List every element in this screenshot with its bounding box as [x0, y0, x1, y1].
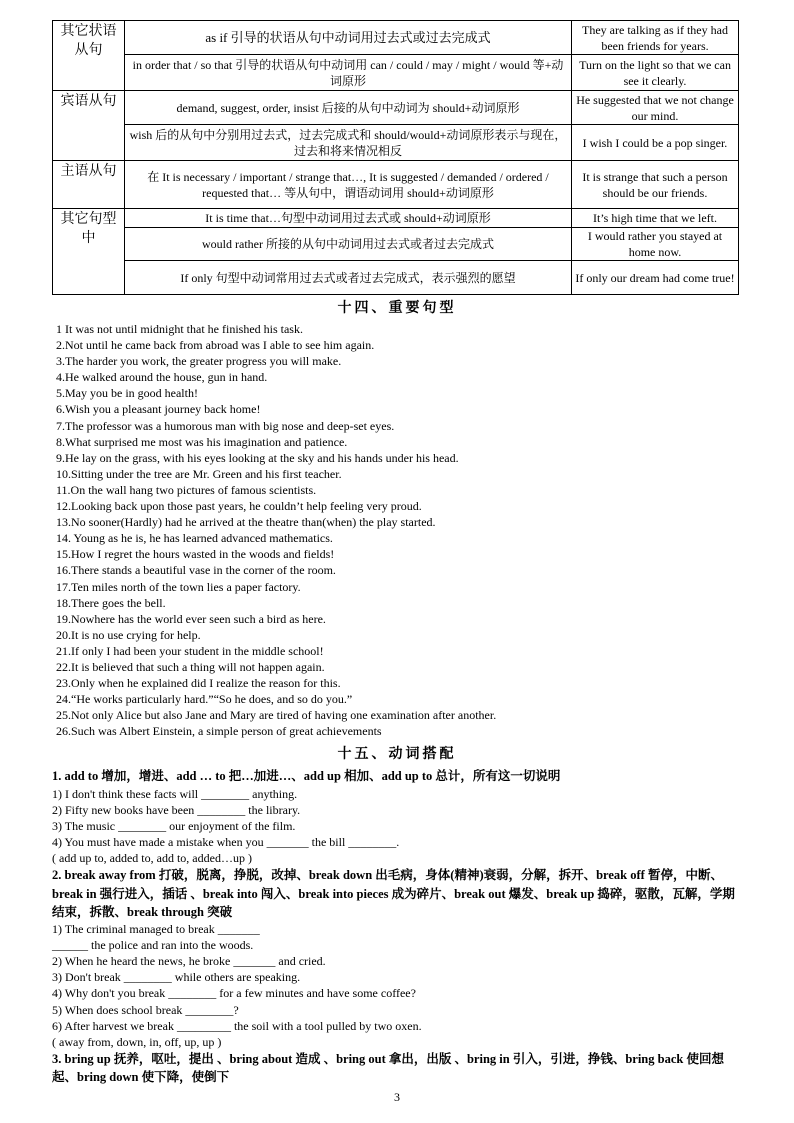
verb-phrase-block-break [52, 866, 742, 1050]
rule-cell: demand, suggest, order, insist 后接的从句中动词为 should+动词原形 [125, 91, 572, 125]
example-cell: If only our dream had come true! [572, 261, 739, 295]
sentence-item: 23.Only when he explained did I realize the reason for this. [56, 676, 341, 691]
break-exercise-list [52, 921, 742, 1050]
exercise-item: 2) Fifty new books have been ________ the library. [52, 802, 301, 817]
sentence-item: 22.It is believed that such a thing will not happen again. [56, 659, 325, 674]
exercise-item: 4) You must have made a mistake when you _______ the bill ________. [52, 835, 400, 850]
sentence-item: 6.Wish you a pleasant journey back home! [56, 402, 261, 417]
section-15-title: 十五、动词搭配 [337, 747, 457, 763]
exercise-item: 4) Why don't you break ________ for a few minutes and have some coffee? [52, 986, 416, 1001]
category-cell: 其它状语从句 [53, 21, 125, 91]
sentence-item: 14. Young as he is, he has learned advanced mathematics. [56, 531, 333, 546]
example-cell: I wish I could be a pop singer. [572, 125, 739, 161]
rule-cell: It is time that…句型中动词用过去式或 should+动词原形 [125, 209, 572, 228]
rule-cell: 在 It is necessary / important / strange that…, It is suggested / demanded / ordered / requested that… 等从句中，谓语动词用 should+动词原形 [125, 161, 572, 209]
sentence-item: 21.If only I had been your student in the middle school! [56, 643, 324, 658]
subjunctive-table [52, 20, 739, 295]
sentence-item: 12.Looking back upon those past years, he couldn’t help feeling very proud. [56, 499, 422, 514]
exercise-item: ( away from, down, in, off, up, up ) [52, 1034, 222, 1049]
sentence-item: 24.“He works particularly hard.”“So he does, and so do you.” [56, 692, 353, 707]
sentence-item: 2.Not until he came back from abroad was I able to see him again. [56, 338, 375, 353]
table-row [53, 209, 739, 228]
sentence-item: 20.It is no use crying for help. [56, 627, 201, 642]
table-row [53, 125, 739, 161]
sentence-item: 5.May you be in good health! [56, 386, 198, 401]
exercise-item: 3) The music ________ our enjoyment of the film. [52, 818, 296, 833]
exercise-item: 1) The criminal managed to break _______ [52, 922, 260, 937]
add-phrases-heading: 1. add to 增加，增进、add … to 把…加进…、add up 相加、add up to 总计，所有这一切说明 [52, 769, 561, 784]
sentence-item: 8.What surprised me most was his imagination and patience. [56, 434, 348, 449]
table-row [53, 55, 739, 91]
sentence-item: 10.Sitting under the tree are Mr. Green and his first teacher. [56, 466, 342, 481]
exercise-item: 3) Don't break ________ while others are speaking. [52, 970, 301, 985]
verb-phrase-block-add [52, 767, 742, 866]
exercise-item: 5) When does school break ________? [52, 1002, 239, 1017]
page-number: 3 [394, 1090, 400, 1104]
sentence-item: 1 It was not until midnight that he finished his task. [56, 322, 303, 336]
table-row [53, 91, 739, 125]
sentence-item: 11.On the wall hang two pictures of famous scientists. [56, 482, 317, 497]
rule-cell: If only 句型中动词常用过去式或者过去完成式，表示强烈的愿望 [125, 261, 572, 295]
exercise-item: 1) I don't think these facts will ________ anything. [52, 786, 298, 801]
verb-phrase-block-bring [52, 1050, 742, 1087]
add-exercise-list [52, 786, 742, 866]
example-cell: I would rather you stayed at home now. [572, 228, 739, 261]
category-cell: 其它句型中 [53, 209, 125, 295]
exercise-item: ( add up to, added to, add to, added…up ) [52, 851, 252, 866]
sentence-item: 3.The harder you work, the greater progress you will make. [56, 354, 342, 369]
important-sentence-list [52, 321, 742, 739]
sentence-item: 18.There goes the bell. [56, 595, 166, 610]
document-page [52, 20, 742, 1086]
sentence-item: 16.There stands a beautiful vase in the corner of the room. [56, 563, 336, 578]
rule-cell: wish 后的从句中分别用过去式，过去完成式和 should/would+动词原形表示与现在，过去和将来情况相反 [125, 125, 572, 161]
example-cell: It’s high time that we left. [572, 209, 739, 228]
example-cell: Turn on the light so that we can see it clearly. [572, 55, 739, 91]
category-cell: 宾语从句 [53, 91, 125, 161]
sentence-item: 7.The professor was a humorous man with big nose and deep-set eyes. [56, 418, 395, 433]
sentence-item: 15.How I regret the hours wasted in the woods and fields! [56, 547, 335, 562]
sentence-item: 25.Not only Alice but also Jane and Mary are tired of having one examination after another. [56, 708, 497, 723]
section-14-title: 十四、重要句型 [337, 301, 457, 316]
sentence-item: 26.Such was Albert Einstein, a simple person of great achievements [56, 724, 382, 739]
sentence-item: 19.Nowhere has the world ever seen such a bird as here. [56, 611, 326, 626]
table-row [53, 261, 739, 295]
category-cell: 主语从句 [53, 161, 125, 209]
example-cell: It is strange that such a person should be our friends. [572, 161, 739, 209]
sentence-item: 9.He lay on the grass, with his eyes looking at the sky and his hands under his head. [56, 450, 459, 465]
bring-phrases-heading: 3. bring up 抚养，呕吐，提出 、bring about 造成 、bring out 拿出，出版 、bring in 引入，引进，挣钱、bring back 使回想起、bring down 使下降，使倒下 [52, 1051, 724, 1085]
sentence-item: 17.Ten miles north of the town lies a paper factory. [56, 579, 301, 594]
rule-cell: would rather 所接的从句中动词用过去式或者过去完成式 [125, 228, 572, 261]
break-phrases-heading: 2. break away from 打破，脱离，挣脱，改掉、break down 出毛病，身体(精神)衰弱，分解，拆开、break off 暂停，中断、break in 强行进入，插话 、break into 闯入、break into pieces 成为碎片、break out 爆发、break up 捣碎，驱散，瓦解，学期结束，拆散、break through 突破 [52, 868, 735, 919]
sentence-item: 4.He walked around the house, gun in hand. [56, 370, 268, 385]
exercise-item: 2) When he heard the news, he broke _______ and cried. [52, 954, 326, 969]
example-cell: They are talking as if they had been friends for years. [572, 21, 739, 55]
exercise-item: ______ the police and ran into the woods. [52, 938, 254, 953]
exercise-item: 6) After harvest we break _________ the soil with a tool pulled by two oxen. [52, 1018, 422, 1033]
table-row [53, 161, 739, 209]
rule-cell: as if 引导的状语从句中动词用过去式或过去完成式 [125, 21, 572, 55]
table-row [53, 228, 739, 261]
rule-cell: in order that / so that 引导的状语从句中动词用 can / could / may / might / would 等+动词原形 [125, 55, 572, 91]
table-row [53, 21, 739, 55]
sentence-item: 13.No sooner(Hardly) had he arrived at the theatre than(when) the play started. [56, 515, 436, 530]
example-cell: He suggested that we not change our mind. [572, 91, 739, 125]
